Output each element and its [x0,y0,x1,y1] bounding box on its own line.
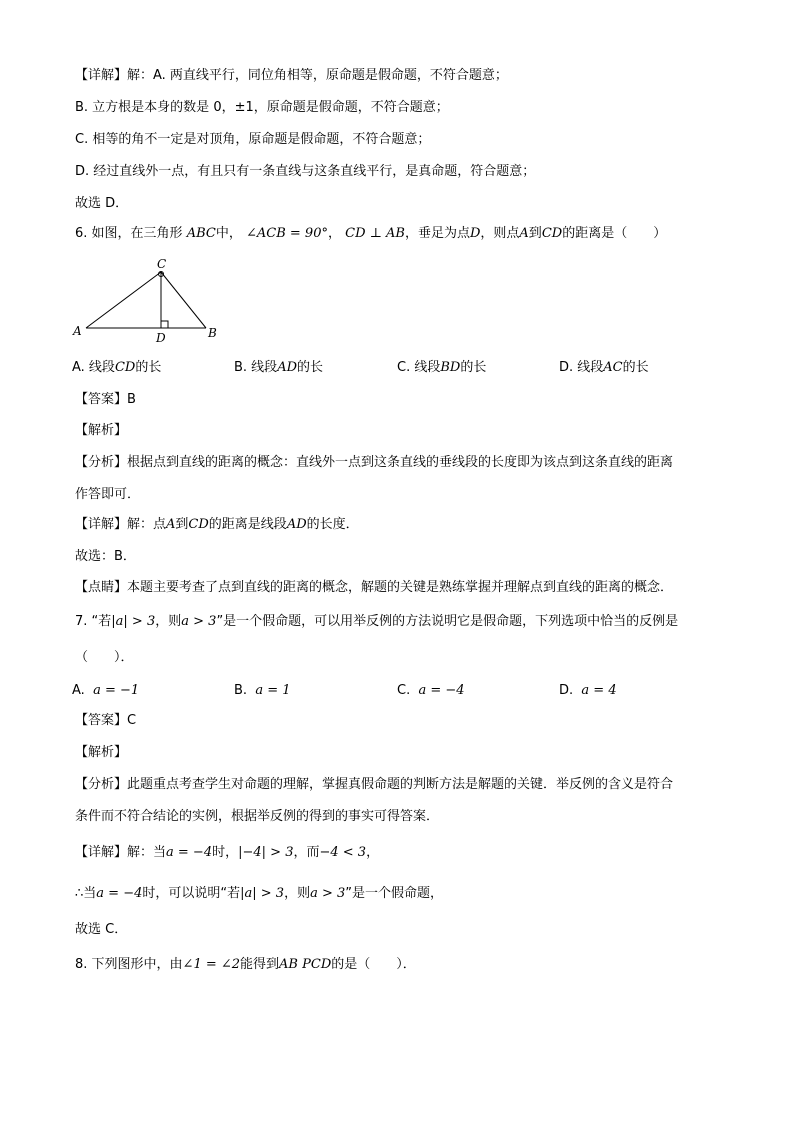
therefore-text: ，则 [284,886,311,901]
therefore-text: ∴当 [75,886,97,901]
therefore-text: 时，可以说明“若 [142,886,241,901]
detail-math: CD [188,517,209,532]
q6-option-c [397,360,486,376]
q6-stem-text-4: ，垂足为点 [404,226,470,241]
q6-stem-text-3: ， [327,226,341,241]
q5-choice: 故选 D． [75,196,129,211]
option-suffix: 的长 [460,360,487,375]
segment-ac [86,272,161,328]
option-math: CD [114,360,136,375]
stem-text: 8. 下列图形中，由 [75,957,183,972]
stem-text: ，则 [155,614,182,629]
q6-analysis-head: 【解析】 [75,423,128,438]
option-math: BD [440,360,461,375]
stem-math: |a| > 3 [111,614,156,629]
q6-math-abc: ABC [186,226,216,241]
q6-detail [75,517,359,533]
option-suffix: 的长 [135,360,162,375]
option-letter: D. [559,683,574,698]
option-math: a = −1 [93,683,140,698]
q6-answer: 【答案】B [75,392,136,407]
detail-text: ， [366,845,380,860]
q6-math-cd: CD [541,226,563,241]
option-suffix: 的长 [297,360,324,375]
q6-analysis-line-2: 作答即可． [75,487,141,502]
q6-stem [75,226,666,242]
q5-detail-line-4: D. 经过直线外一点，有且只有一条直线与这条直线平行，是真命题，符合题意； [75,164,536,179]
option-letter: B. [234,683,248,698]
q6-choice: 故选：B． [75,549,136,564]
detail-text: 【详解】解：点 [75,517,167,532]
q6-stem-text-6: 到 [528,226,542,241]
q7-detail [75,845,379,861]
q7-option-b [234,683,291,699]
q6-math-d: D [469,226,481,241]
q6-stem-text-1: 6. 如图，在三角形 [75,226,183,241]
label-d: D [156,331,166,345]
therefore-text: ”是一个假命题， [345,886,444,901]
therefore-math: a = −4 [96,886,143,901]
label-a: A [73,324,82,338]
right-angle-mark-d [161,321,168,328]
q7-option-c [397,683,465,699]
q7-therefore [75,886,443,902]
stem-text: ”是一个假命题，可以用举反例的方法说明它是假命题，下列选项中恰当的反例是 [216,614,679,629]
option-math: a = −4 [418,683,465,698]
stem-text: 的是（ ）． [331,957,416,972]
option-letter: B. 线段 [234,360,278,375]
q6-math-a: A [519,226,529,241]
option-math: a = 1 [255,683,291,698]
q7-stem-line-2: （ ）． [75,650,134,665]
option-letter: D. 线段 [559,360,604,375]
q7-stem-line-1 [75,614,678,630]
q6-analysis-line-1: 【分析】根据点到直线的距离的概念：直线外一点到这条直线的垂线段的长度即为该点到这条直线的距离 [75,455,674,470]
segment-bc [161,272,206,328]
option-letter: C. 线段 [397,360,441,375]
q5-detail-line-1: 【详解】解：A. 两直线平行，同位角相等，原命题是假命题，不符合题意； [75,68,508,83]
option-letter: A. [72,683,85,698]
detail-text: 【详解】解：当 [75,845,167,860]
q6-stem-text-2: 中， [215,226,242,241]
q6-stem-text-7: 的距离是（ ） [562,226,667,241]
q7-analysis-line-1: 【分析】此题重点考查学生对命题的理解，掌握真假命题的判断方法是解题的关键．举反例的含义是符合 [75,777,674,792]
option-suffix: 的长 [622,360,649,375]
q6-math-angle: ∠ACB = 90° [245,226,328,241]
q8-stem [75,957,416,973]
therefore-math: a > 3 [310,886,346,901]
detail-text: ，而 [293,845,320,860]
q7-analysis-line-2: 条件而不符合结论的实例，根据举反例的得到的事实可得答案． [75,809,440,824]
q7-choice: 故选 C． [75,922,128,937]
option-math: AD [277,360,297,375]
q6-stem-text-5: ，则点 [480,226,520,241]
q7-answer: 【答案】C [75,713,137,728]
stem-math: ∠1 = ∠2 [182,957,241,972]
detail-math: A [166,517,176,532]
detail-math: |−4| > 3 [238,845,294,860]
q6-option-d [559,360,649,376]
detail-text: 的长度． [306,517,359,532]
option-math: a = 4 [581,683,617,698]
q6-math-perp: CD ⊥ AB [345,226,405,241]
detail-math: a = −4 [166,845,213,860]
stem-text: 7. “若 [75,614,112,629]
q7-option-a [72,683,139,699]
stem-math: AB PCD [279,957,332,972]
q5-detail-line-3: C. 相等的角不一定是对顶角，原命题是假命题，不符合题意； [75,132,431,147]
q6-comment: 【点睛】本题主要考查了点到直线的距离的概念，解题的关键是熟练掌握并理解点到直线的距离的概念． [75,580,674,595]
detail-text: 的距离是线段 [208,517,287,532]
q5-detail-line-2: B. 立方根是本身的数是 0，±1，原命题是假命题，不符合题意； [75,100,449,115]
detail-text: 时， [212,845,239,860]
option-letter: C. [397,683,411,698]
detail-math: −4 < 3 [319,845,367,860]
q6-option-a [72,360,161,376]
detail-text: 到 [175,517,189,532]
therefore-math: |a| > 3 [240,886,285,901]
option-letter: A. 线段 [72,360,115,375]
label-b: B [208,326,217,340]
detail-math: AD [286,517,307,532]
q6-triangle-figure [70,255,230,345]
label-c: C [157,257,167,271]
q7-analysis-head: 【解析】 [75,745,128,760]
option-math: AC [603,360,623,375]
q6-option-b [234,360,323,376]
q7-option-d [559,683,617,699]
stem-text: 能得到 [240,957,280,972]
stem-math: a > 3 [181,614,217,629]
